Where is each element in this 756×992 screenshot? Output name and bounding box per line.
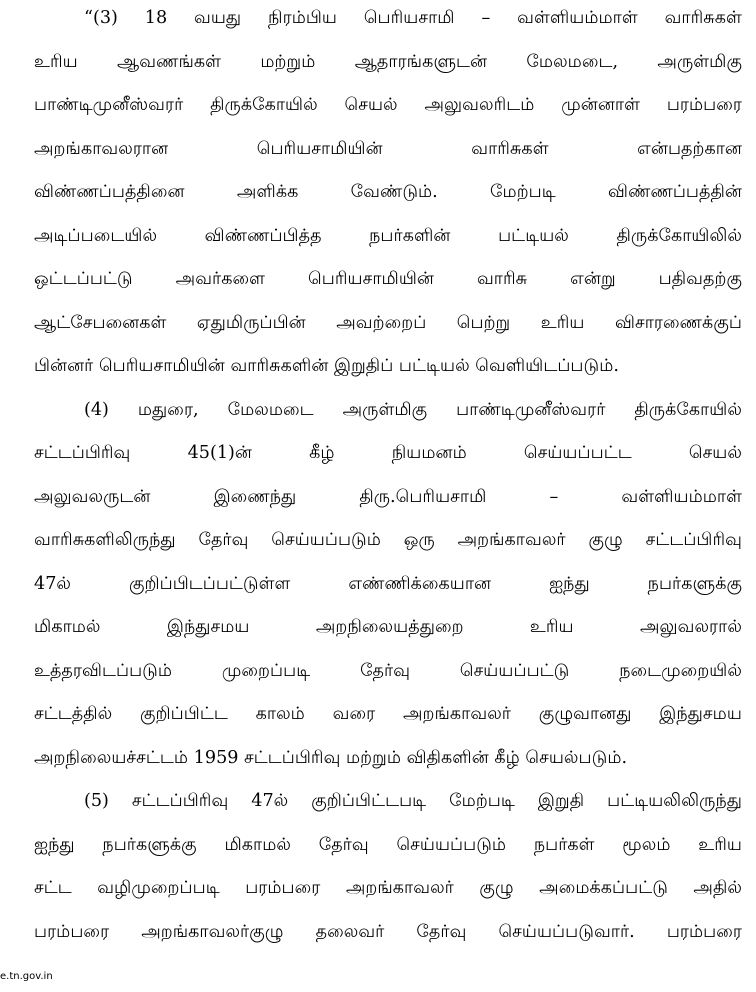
word: பட்டியல் (498, 225, 569, 246)
word: அடிப்படையில் (34, 225, 158, 246)
word: வயது (194, 8, 242, 28)
word: பாண்டிமுனீஸ்வரர் (34, 95, 184, 115)
word: இறுதி (537, 791, 585, 811)
text-line (34, 311, 742, 335)
word: செய்யப்படும் (271, 530, 381, 550)
word: நிரம்பிய (268, 8, 337, 28)
word: (5) (84, 791, 109, 811)
word: 47ல் (251, 791, 289, 811)
word: எண்ணிக்கையான (348, 573, 492, 594)
word: தேர்வு (198, 530, 249, 550)
word: ஒரு (403, 530, 435, 550)
word: தலைவர் (315, 921, 385, 942)
word: குழு (479, 878, 514, 898)
word: குழு (588, 530, 623, 550)
word: குறிப்பிட்டபடி (311, 791, 427, 811)
text-line (34, 920, 742, 944)
word: மற்றும் (260, 51, 316, 72)
word: அளிக்க (236, 182, 299, 202)
word: திருக்கோயிலில் (616, 225, 742, 246)
text-line (84, 398, 742, 422)
word: வழிமுறைப்படி (97, 878, 220, 898)
word: மிகாமல் (224, 834, 291, 855)
word: என்று (570, 269, 616, 289)
word: (4) (84, 399, 109, 420)
word: திரு.பெரியசாமி (359, 486, 487, 507)
word: செயல் (344, 95, 398, 115)
word: ஒட்டப்பட்டு (34, 269, 133, 289)
word: பதிவதற்கு (658, 269, 742, 289)
text-line (34, 180, 742, 204)
text-line (34, 833, 742, 857)
word: ஐந்து (34, 834, 75, 855)
text-line (34, 615, 742, 639)
word: தேர்வு (360, 660, 411, 681)
word: 47ல் (34, 573, 71, 594)
word: அறங்காவலர் (457, 530, 566, 550)
text-line (34, 876, 742, 900)
text-line (34, 441, 742, 465)
word: சட்டத்தில் (34, 704, 113, 724)
word: குறிப்பிடப்பட்டுள்ள (128, 573, 291, 594)
word: வரை (332, 704, 376, 724)
text-line (84, 789, 742, 813)
word: காலம் (255, 704, 305, 724)
text-line: அறநிலையச்சட்டம் 1959 சட்டப்பிரிவு மற்றும் விதிகளின் கீழ் செயல்படும். (34, 747, 628, 768)
word: செய்யப்பட்டு (459, 660, 570, 681)
word: இந்துசமய (166, 617, 250, 637)
word: அலுவலரிடம் (424, 95, 535, 115)
text-line (84, 6, 742, 30)
word: செய்யப்படும் (396, 834, 507, 855)
word: குறிப்பிட்ட (140, 704, 228, 724)
word: விண்ணப்பித்த (204, 225, 322, 246)
word: பெரியசாமி (363, 8, 455, 28)
word: இணைந்து (213, 486, 297, 507)
word: 45(1)ன் (187, 443, 252, 463)
word: குழுவானது (538, 704, 632, 724)
word: உரிய (34, 51, 78, 72)
word: வள்ளியம்மாள் (517, 8, 638, 28)
word: மேற்படி (490, 182, 556, 202)
word: மேற்படி (449, 791, 515, 811)
word: கீழ் (309, 443, 335, 463)
word: உத்தரவிடப்படும் (34, 660, 173, 681)
word: மேலமடை, (526, 51, 619, 72)
word: பட்டியலிலிருந்து (607, 791, 742, 811)
word: அறங்காவலர் (345, 878, 454, 898)
word: இந்துசமய (659, 704, 742, 724)
word: அறங்காவலர்குழு (141, 921, 284, 942)
word: அதில் (693, 878, 742, 898)
text-line (34, 50, 742, 74)
word: பெரியசாமியின் (256, 138, 383, 159)
word: திருக்கோயில் (634, 399, 742, 420)
word: அலுவலரால் (639, 617, 742, 637)
word: செய்யப்படுவார். (498, 921, 635, 942)
word: பாண்டிமுனீஸ்வரர் (456, 399, 606, 420)
word: மிகாமல் (34, 617, 101, 637)
word: வாரிசுகள் (471, 138, 549, 159)
source-watermark: e.tn.gov.in (0, 971, 53, 982)
word: பெற்று (456, 312, 511, 333)
word: அறங்காவலர் (402, 704, 512, 724)
word: வேண்டும். (350, 182, 438, 202)
word: விண்ணப்பத்தினை (34, 182, 185, 202)
word: ஏதுமிருப்பின் (196, 312, 306, 333)
word: தேர்வு (416, 921, 467, 942)
word: ஆட்சேபனைகள் (34, 312, 167, 333)
word: உரிய (698, 834, 742, 855)
word: முறைப்படி (221, 660, 311, 681)
word: வாரிசுகள் (664, 8, 742, 28)
word: பெரியசாமியின் (308, 269, 434, 289)
word: ஆவணங்கள் (117, 51, 222, 72)
word: செய்யப்பட்ட (523, 443, 632, 463)
word: நடைமுறையில் (619, 660, 742, 681)
text-line (34, 137, 742, 161)
text-line (34, 572, 742, 596)
text-line (34, 224, 742, 248)
text-line (34, 702, 742, 726)
word: அருள்மிகு (657, 51, 742, 72)
word: விசாரணைக்குப் (614, 312, 742, 333)
word: 18 (144, 8, 168, 28)
word: திருக்கோயில் (210, 95, 318, 115)
word: ஐந்து (549, 573, 590, 594)
word: நபர்களுக்கு (102, 834, 197, 855)
word: தேர்வு (318, 834, 369, 855)
word: அலுவலருடன் (34, 486, 151, 507)
word: பரம்பரை (34, 921, 110, 942)
word: அவற்றைப் (336, 312, 427, 333)
word: அமைக்கப்பட்டு (539, 878, 668, 898)
word: பரம்பரை (245, 878, 321, 898)
word: சட்டப்பிரிவு (131, 791, 229, 811)
word: செயல் (688, 443, 742, 463)
word: வாரிசு (476, 269, 528, 289)
word: அவர்களை (175, 269, 266, 289)
text-line (34, 528, 742, 552)
word: நபர்களின் (369, 225, 451, 246)
word: நபர்களுக்கு (647, 573, 742, 594)
word: – (481, 8, 491, 28)
word: பரம்பரை (666, 921, 742, 942)
text-line (34, 485, 742, 509)
text-line (34, 267, 742, 291)
word: சட்டப்பிரிவு (34, 443, 131, 463)
text-line (34, 659, 742, 683)
word: சட்ட (34, 878, 72, 898)
word: அறநிலையத்துறை (315, 617, 464, 637)
word: என்பதற்கான (637, 138, 742, 159)
text-line (34, 93, 742, 117)
word: உரிய (529, 617, 574, 637)
word: அறங்காவலரான (34, 138, 169, 159)
word: பரம்பரை (666, 95, 742, 115)
word: முன்னாள் (561, 95, 640, 115)
word: ஆதாரங்களுடன் (354, 51, 488, 72)
word: மதுரை, (137, 399, 199, 420)
word: சட்டப்பிரிவு (645, 530, 742, 550)
word: “(3) (84, 8, 118, 28)
word: உரிய (540, 312, 585, 333)
word: விண்ணப்பத்தின் (608, 182, 742, 202)
word: மேலமடை (227, 399, 314, 420)
word: – (549, 486, 559, 507)
word: நபர்கள் (533, 834, 595, 855)
word: வள்ளியம்மாள் (621, 486, 742, 507)
word: நியமனம் (391, 443, 467, 463)
word: அருள்மிகு (342, 399, 428, 420)
word: வாரிசுகளிலிருந்து (34, 530, 176, 550)
word: மூலம் (622, 834, 671, 855)
text-line: பின்னர் பெரியசாமியின் வாரிசுகளின் இறுதிப் பட்டியல் வெளியிடப்படும். (34, 356, 619, 376)
